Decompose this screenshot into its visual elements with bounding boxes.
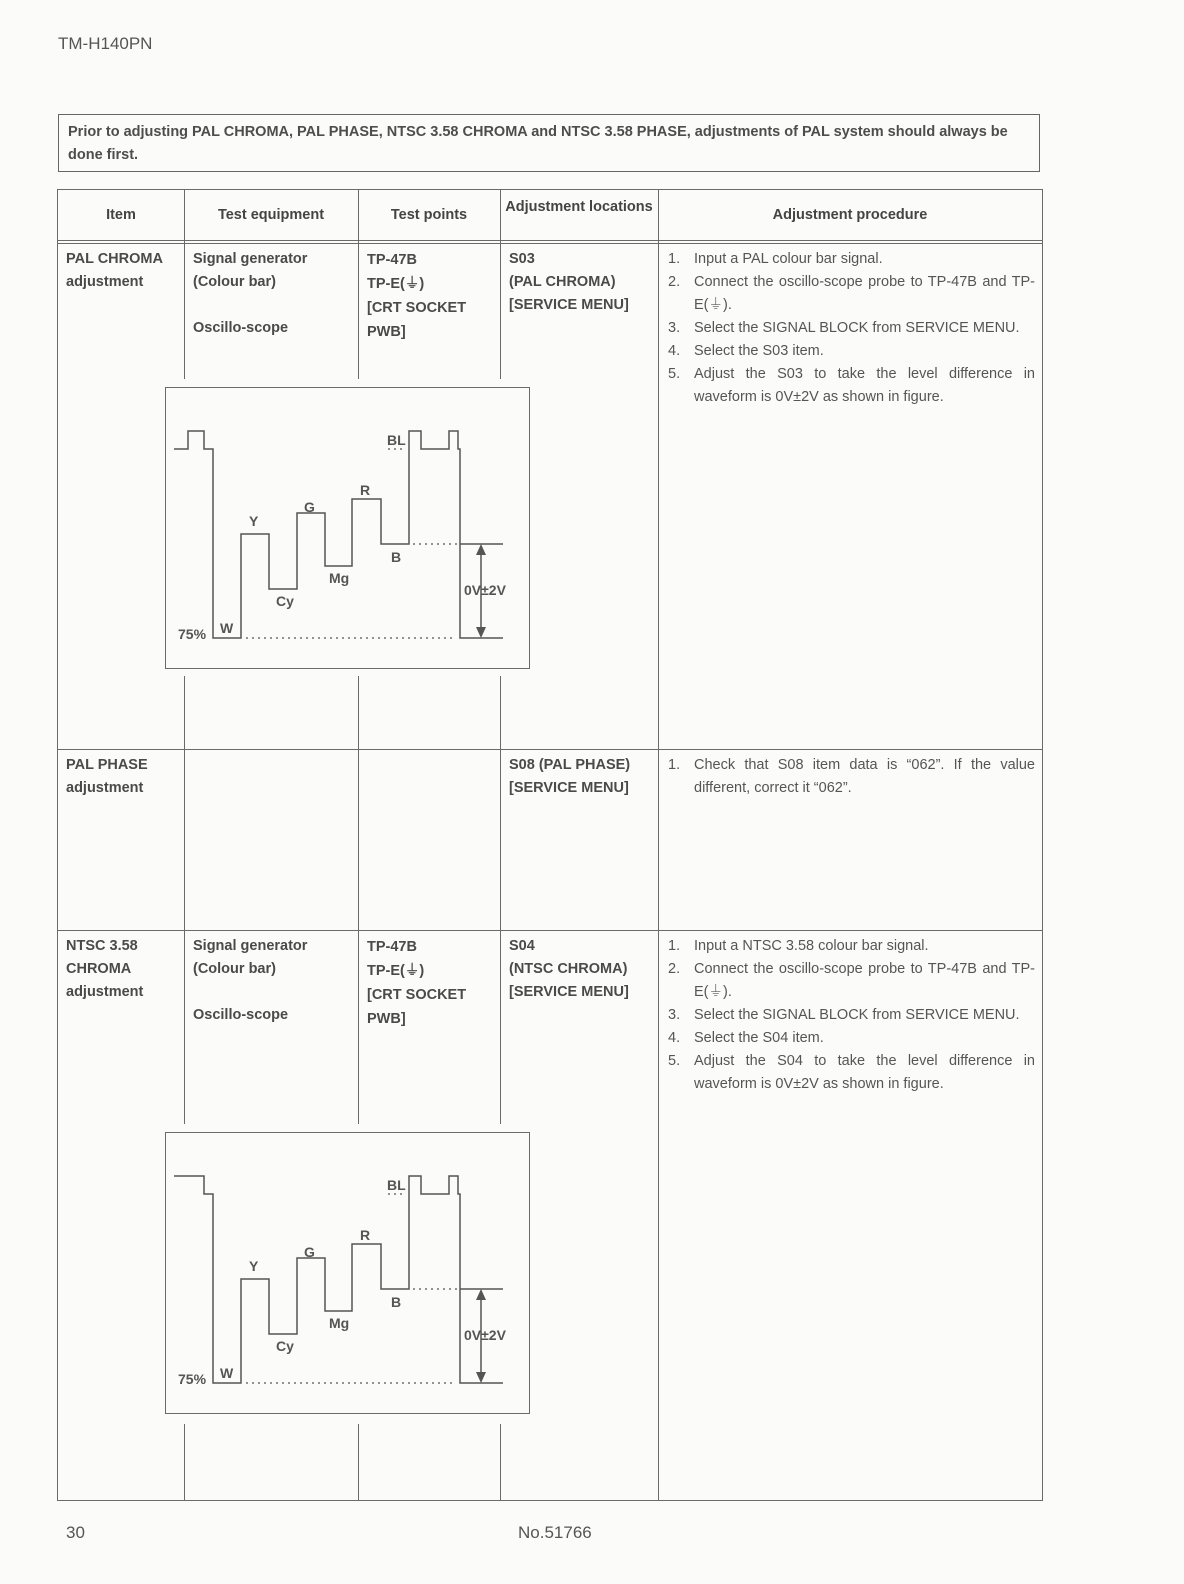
row-pal-chroma-item: PAL CHROMA adjustment	[66, 251, 163, 290]
procedure-step: 2. Connect the oscillo-scope probe to TP-47B and TP-E(⏚).	[668, 961, 1035, 1000]
procedure-step: 3. Select the SIGNAL BLOCK from SERVICE MENU.	[668, 320, 1020, 336]
header-adjustment-locations: Adjustment locations	[505, 199, 653, 215]
label-y: Y	[249, 513, 259, 529]
label-y: Y	[249, 1258, 259, 1274]
label-mg: Mg	[329, 570, 350, 586]
label-g: G	[304, 1244, 315, 1260]
row-pal-chroma-points: TP-47B TP-E(⏚) [CRT SOCKET PWB]	[367, 252, 467, 340]
row-pal-phase-locations: S08 (PAL PHASE) [SERVICE MENU]	[509, 757, 631, 796]
waveform-diagram	[166, 388, 531, 670]
row-ntsc-chroma-equipment: Signal generator (Colour bar) Oscillo-scope	[193, 938, 308, 1023]
row-ntsc-chroma-procedure	[668, 935, 1035, 1096]
waveform-figure-pal	[165, 387, 530, 669]
document-number: No.51766	[518, 1523, 592, 1542]
label-b: B	[391, 549, 402, 565]
label-b: B	[391, 1294, 402, 1310]
label-range: 0V±2V	[464, 582, 506, 598]
row-pal-chroma-procedure	[668, 248, 1035, 409]
procedure-step: 3. Select the SIGNAL BLOCK from SERVICE MENU.	[668, 1007, 1020, 1023]
label-bl: BL	[387, 1177, 406, 1193]
row-pal-phase-procedure	[668, 754, 1035, 800]
procedure-step: 1. Input a PAL colour bar signal.	[668, 251, 883, 267]
header-item: Item	[106, 207, 136, 223]
label-bl: BL	[387, 432, 406, 448]
label-level: 75%	[178, 1371, 207, 1387]
row-pal-chroma-equipment: Signal generator (Colour bar) Oscillo-scope	[193, 251, 308, 336]
row-pal-phase-item: PAL PHASE adjustment	[66, 757, 148, 796]
row-ntsc-chroma-points: TP-47B TP-E(⏚) [CRT SOCKET PWB]	[367, 939, 467, 1027]
row-pal-chroma-locations: S03 (PAL CHROMA) [SERVICE MENU]	[509, 251, 629, 313]
procedure-step: 2. Connect the oscillo-scope probe to TP-47B and TP-E(⏚).	[668, 274, 1035, 313]
procedure-step: 5. Adjust the S04 to take the level difference in waveform is 0V±2V as shown in figure.	[668, 1053, 1035, 1092]
waveform-diagram	[166, 1133, 531, 1415]
header-adjustment-procedure: Adjustment procedure	[772, 207, 928, 223]
page-number: 30	[66, 1523, 85, 1542]
header-test-equipment: Test equipment	[217, 207, 325, 223]
procedure-step: 1. Check that S08 item data is “062”. If the value different, correct it “062”.	[668, 757, 1035, 796]
row-ntsc-chroma-item: NTSC 3.58 CHROMA adjustment	[66, 938, 144, 1000]
label-w: W	[220, 620, 234, 636]
row-ntsc-chroma-locations: S04 (NTSC CHROMA) [SERVICE MENU]	[509, 938, 629, 1000]
label-g: G	[304, 499, 315, 515]
label-mg: Mg	[329, 1315, 350, 1331]
procedure-step: 4. Select the S04 item.	[668, 1030, 824, 1046]
label-cy: Cy	[276, 593, 294, 609]
notice-box: Prior to adjusting PAL CHROMA, PAL PHASE, NTSC 3.58 CHROMA and NTSC 3.58 PHASE, adjustments of PAL system should always be done first.	[58, 114, 1040, 172]
procedure-step: 1. Input a NTSC 3.58 colour bar signal.	[668, 938, 929, 954]
label-cy: Cy	[276, 1338, 294, 1354]
waveform-figure-ntsc	[165, 1132, 530, 1414]
procedure-step: 5. Adjust the S03 to take the level difference in waveform is 0V±2V as shown in figure.	[668, 366, 1035, 405]
model-number: TM-H140PN	[58, 34, 153, 53]
header-test-points: Test points	[390, 207, 468, 223]
procedure-step: 4. Select the S03 item.	[668, 343, 824, 359]
label-level: 75%	[178, 626, 207, 642]
label-range: 0V±2V	[464, 1327, 506, 1343]
label-r: R	[360, 1227, 371, 1243]
label-r: R	[360, 482, 371, 498]
label-w: W	[220, 1365, 234, 1381]
